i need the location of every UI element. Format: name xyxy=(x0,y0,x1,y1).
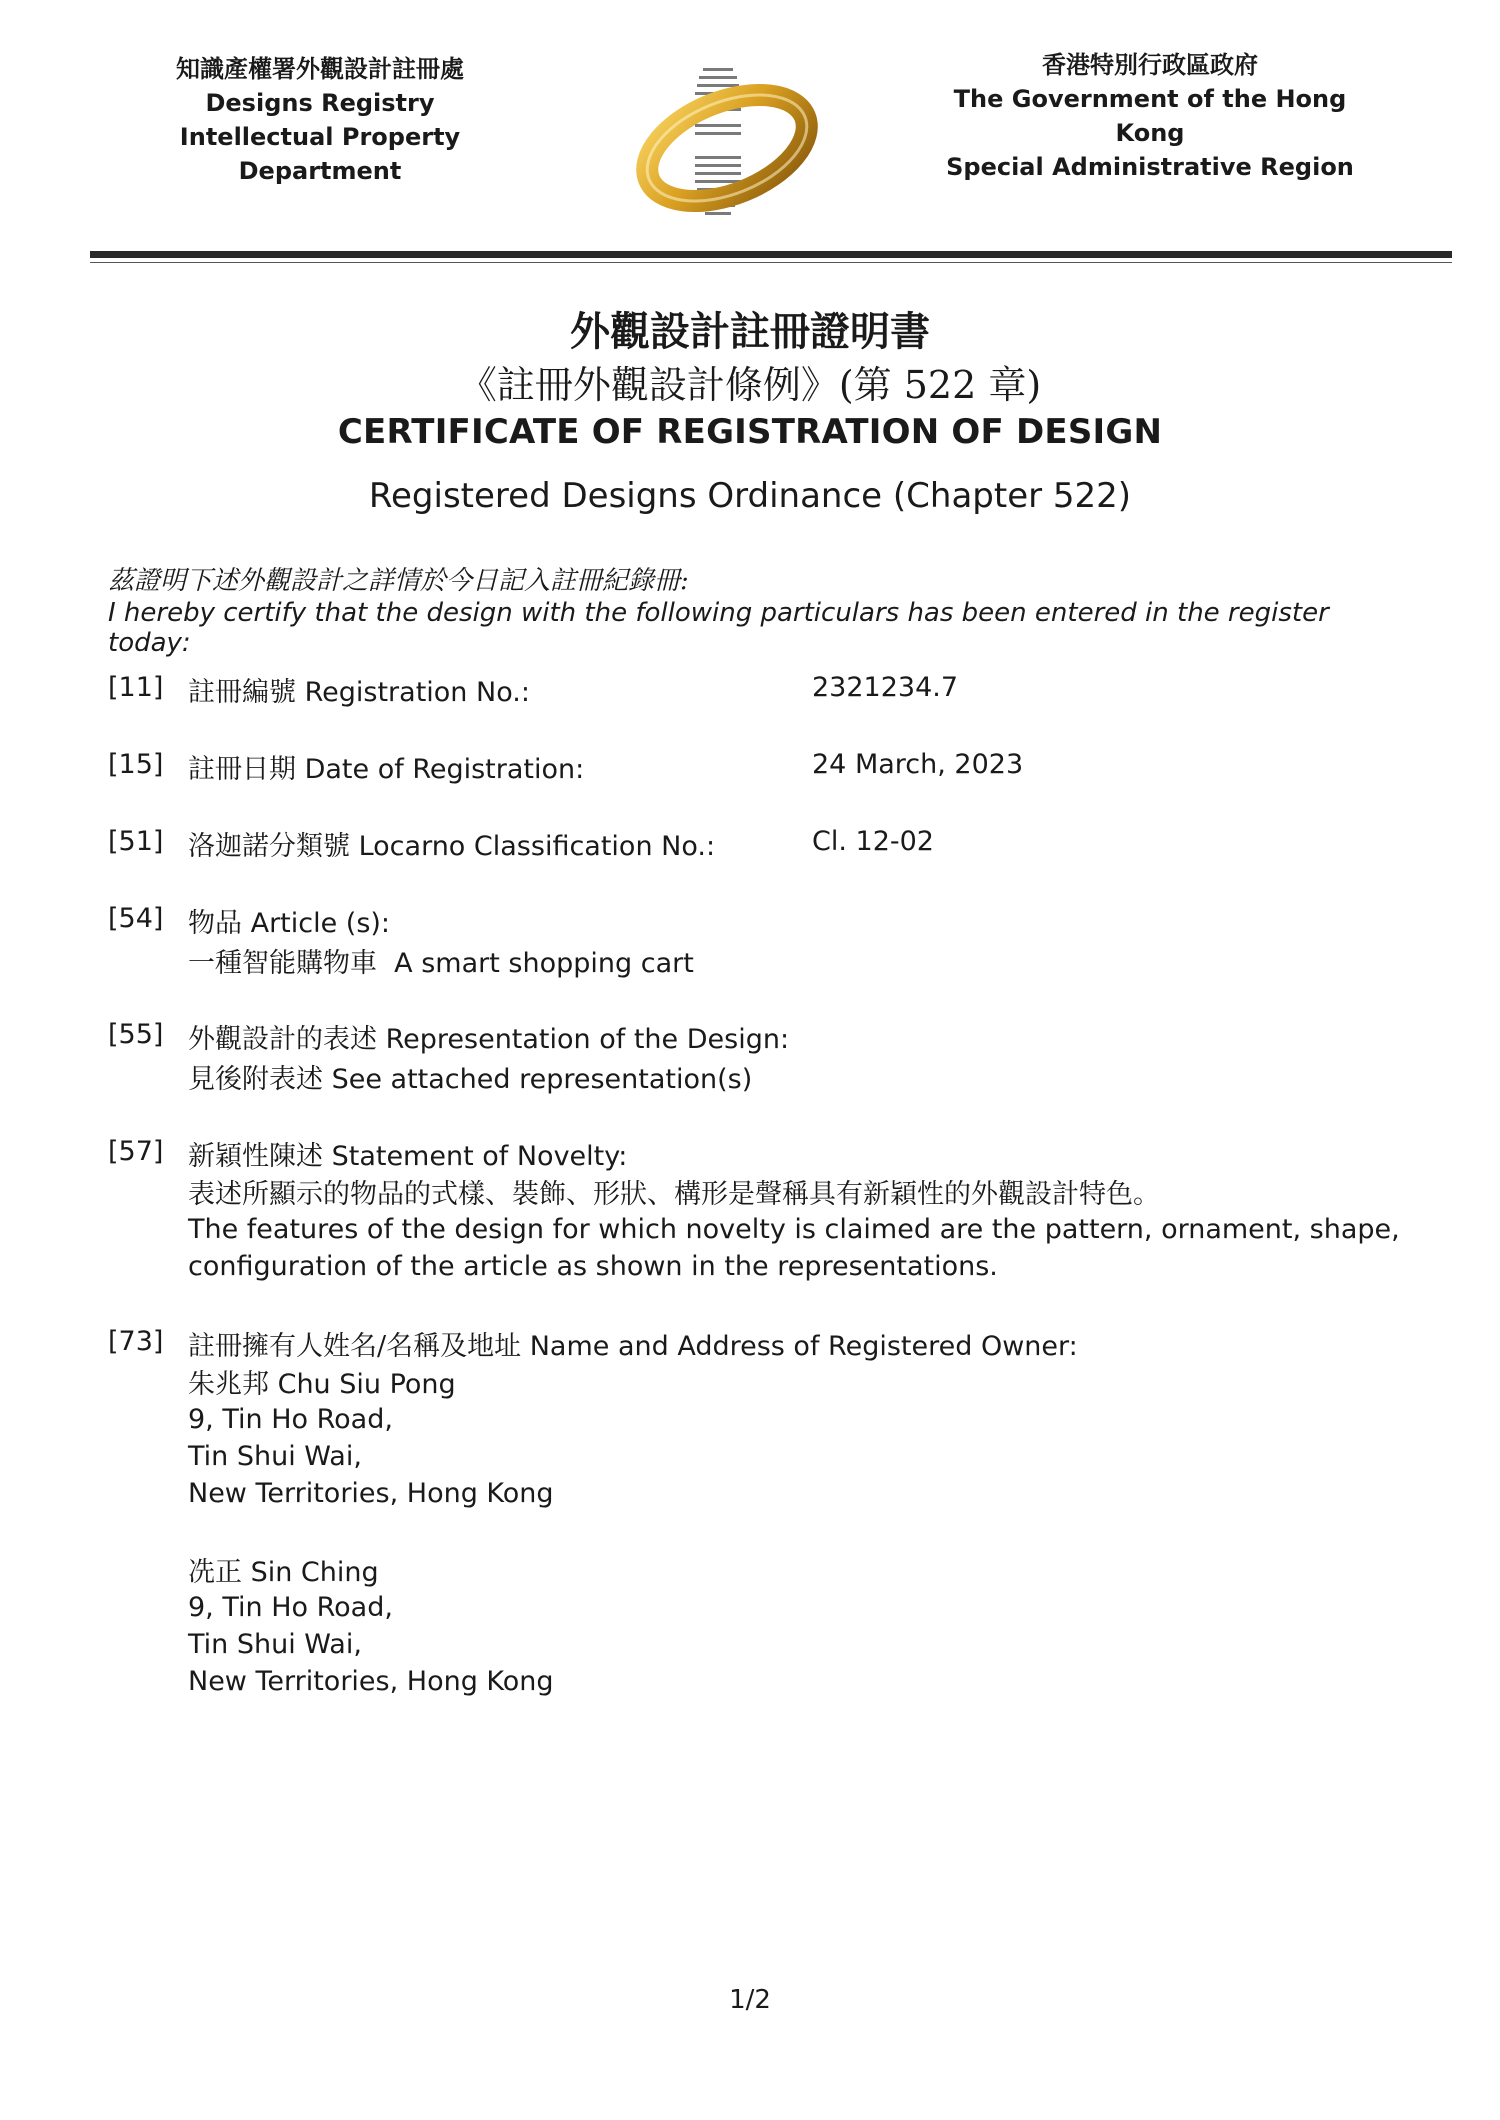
certify-statement-en: I hereby certify that the design with the following particulars has been entered in the register today: xyxy=(108,598,1329,658)
label-en: Date of Registration: xyxy=(304,754,585,785)
label-cn: 洛迦諾分類號 xyxy=(188,831,350,862)
issuer-name-line1: Designs Registry xyxy=(205,89,435,117)
owner-name-en: Sin Ching xyxy=(250,1557,379,1588)
owner-1-address-3: New Territories, Hong Kong xyxy=(188,1478,554,1509)
registration-date: 24 March, 2023 xyxy=(812,749,1024,780)
title-cn-sub: 《註冊外觀設計條例》(第 522 章) xyxy=(458,363,1042,407)
article-en: A smart shopping cart xyxy=(394,948,694,979)
owner-2-address-1: 9, Tin Ho Road, xyxy=(188,1592,393,1623)
owner-name-cn: 冼正 xyxy=(188,1557,242,1588)
field-code-57: [57] xyxy=(108,1136,164,1167)
gold-ring-emblem-icon xyxy=(625,60,830,225)
owner-name-cn: 朱兆邦 xyxy=(188,1369,269,1400)
field-label-57 xyxy=(188,1134,627,1173)
title-en-sub: Registered Designs Ordinance (Chapter 522) xyxy=(368,476,1132,516)
field-code-54: [54] xyxy=(108,903,164,934)
title-en-main: CERTIFICATE OF REGISTRATION OF DESIGN xyxy=(337,412,1163,452)
representation-en: See attached representation(s) xyxy=(331,1064,753,1095)
label-cn: 註冊擁有人姓名/名稱及地址 xyxy=(188,1331,522,1362)
issuer-name-line2: Intellectual Property Department xyxy=(179,123,461,185)
field-code-11: [11] xyxy=(108,672,164,703)
title-cn-main: 外觀設計註冊證明書 xyxy=(570,308,930,355)
label-cn: 註冊編號 xyxy=(188,677,296,708)
label-cn: 新穎性陳述 xyxy=(188,1141,323,1172)
field-label-73 xyxy=(188,1324,1078,1363)
header-divider xyxy=(90,251,1452,258)
owner-name-en: Chu Siu Pong xyxy=(277,1369,456,1400)
header-divider-thin xyxy=(90,262,1452,263)
owner-1-address-1: 9, Tin Ho Road, xyxy=(188,1404,393,1435)
article-value xyxy=(188,941,694,980)
certify-statement-cn: 茲證明下述外觀設計之詳情於今日記入註冊紀錄冊: xyxy=(108,566,689,596)
field-code-73: [73] xyxy=(108,1326,164,1357)
registration-number: 2321234.7 xyxy=(812,672,959,703)
field-code-15: [15] xyxy=(108,749,164,780)
owner-1-address-2: Tin Shui Wai, xyxy=(188,1441,362,1472)
locarno-classification: Cl. 12-02 xyxy=(812,826,934,857)
label-en: Representation of the Design: xyxy=(385,1024,790,1055)
label-cn: 註冊日期 xyxy=(188,754,296,785)
government-name-cn: 香港特別行政區政府 xyxy=(1042,51,1258,79)
government-block xyxy=(930,48,1370,184)
label-en: Article (s): xyxy=(250,908,391,939)
page-number: 1/2 xyxy=(729,1985,771,2015)
field-label-54 xyxy=(188,901,390,940)
label-en: Name and Address of Registered Owner: xyxy=(529,1331,1078,1362)
owner-2-address-3: New Territories, Hong Kong xyxy=(188,1666,554,1697)
government-name-line2: Special Administrative Region xyxy=(946,153,1354,181)
label-en: Statement of Novelty: xyxy=(331,1141,628,1172)
owner-1-name xyxy=(188,1362,456,1401)
representation-value xyxy=(188,1057,752,1096)
field-label-55 xyxy=(188,1017,789,1056)
issuer-block xyxy=(100,52,540,188)
article-cn: 一種智能購物車 xyxy=(188,948,377,979)
field-code-51: [51] xyxy=(108,826,164,857)
issuer-name-cn: 知識產權署外觀設計註冊處 xyxy=(176,55,464,83)
label-cn: 外觀設計的表述 xyxy=(188,1024,377,1055)
representation-cn: 見後附表述 xyxy=(188,1064,323,1095)
novelty-statement-en-2: configuration of the article as shown in the representations. xyxy=(188,1251,998,1282)
owner-2-address-2: Tin Shui Wai, xyxy=(188,1629,362,1660)
field-label-15 xyxy=(188,747,584,786)
field-label-51 xyxy=(188,824,715,863)
government-name-line1: The Government of the Hong Kong xyxy=(953,85,1347,147)
novelty-statement-cn: 表述所顯示的物品的式樣、裝飾、形狀、構形是聲稱具有新穎性的外觀設計特色。 xyxy=(188,1179,1160,1210)
field-code-55: [55] xyxy=(108,1019,164,1050)
label-cn: 物品 xyxy=(188,908,242,939)
novelty-statement-en-1: The features of the design for which novelty is claimed are the pattern, ornament, shape, xyxy=(188,1214,1400,1245)
owner-2-name xyxy=(188,1550,379,1589)
field-label-11 xyxy=(188,670,530,709)
label-en: Locarno Classification No.: xyxy=(358,831,716,862)
label-en: Registration No.: xyxy=(304,677,530,708)
